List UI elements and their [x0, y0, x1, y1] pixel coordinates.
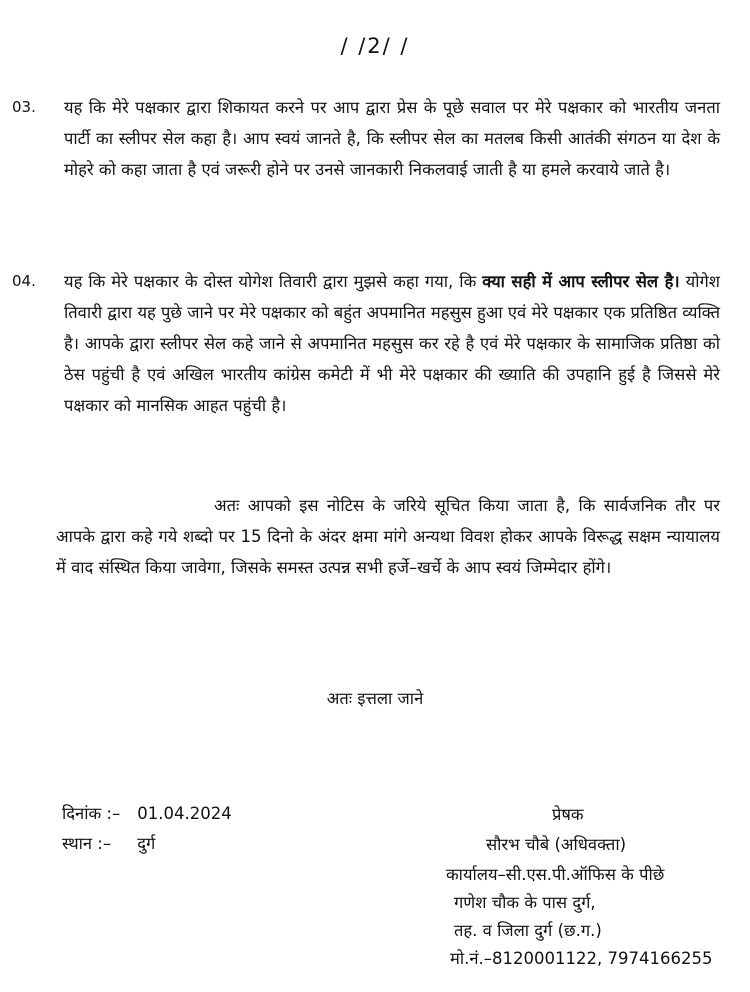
place-label: स्थान :– [62, 834, 112, 853]
paragraph-04-bold-quote: क्या सही में आप स्लीपर सेल है। [482, 272, 680, 291]
sender-address-2: गणेश चौक के पास दुर्ग, [454, 893, 596, 912]
paragraph-03: यह कि मेरे पक्षकार द्वारा शिकायत करने पर आप द्वारा प्रेस के पूछे सवाल पर मेरे पक्षकार को भारतीय जनता पार्टी का स्लीपर सेल कहा है। आप स्वयं जानते है, कि स्लीपर सेल का मतलब किसी आतंकी संगठन या देश के मोहरे को कहा जाता है एवं जरूरी होने पर उनसे जानकारी निकलवाई जाती है या हमले करवाये जाते है। [64, 98, 720, 179]
paragraph-04-number: 04. [12, 272, 36, 290]
date-line [62, 800, 232, 828]
sender-heading: प्रेषक [552, 805, 584, 824]
sender-name: सौरभ चौबे (अधिवक्ता) [486, 835, 627, 854]
page-number: / /2/ / [340, 34, 410, 58]
paragraph-03-number: 03. [12, 98, 36, 116]
paragraph-04 [64, 266, 720, 421]
date-label: दिनांक :– [62, 804, 121, 823]
notice-paragraph: अतः आपको इस नोटिस के जरिये सूचित किया जाता है, कि सार्वजनिक तौर पर आपके द्वारा कहे गये शब्दो पर 15 दिनो के अंदर क्षमा मांगे अन्यथा विवश होकर आपके विरूद्ध सक्षम न्यायालय में वाद संस्थित किया जावेगा, जिसके समस्त उत्पन्न सभी हर्जे–खर्चे के आप स्वयं जिम्मेदार होंगे। [56, 496, 720, 577]
sender-phone: मो.नं.–8120001122, 7974166255 [450, 949, 713, 968]
closing-line: अतः इत्तला जाने [326, 689, 424, 708]
paragraph-04-text-start: यह कि मेरे पक्षकार के दोस्त योगेश तिवारी द्वारा मुझसे कहा गया, कि [64, 272, 483, 291]
date-value: 01.04.2024 [137, 804, 232, 823]
place-line [62, 830, 155, 858]
sender-address-1: कार्यालय–सी.एस.पी.ऑफिस के पीछे [446, 865, 665, 884]
sender-address-3: तह. व जिला दुर्ग (छ.ग.) [454, 921, 602, 940]
place-value: दुर्ग [137, 834, 156, 853]
paragraph-04-text-end: योगेश तिवारी द्वारा यह पुछे जाने पर मेरे पक्षकार को बहुंत अपमानित महसुस हुआ एवं मेरे पक्षकार एक प्रतिष्ठित व्यक्ति है। आपके द्वारा स्लीपर सेल कहे जाने से अपमानित महसुस कर रहे है एवं मेरे पक्षकार के सामाजिक प्रतिष्ठा को ठेस पहुंची है एवं अखिल भारतीय कांग्रेस कमेटी में भी मेरे पक्षकार की ख्याति की उपहानि हुई है जिससे मेरे पक्षकार को मानसिक आहत पहुंची है। [64, 272, 720, 415]
